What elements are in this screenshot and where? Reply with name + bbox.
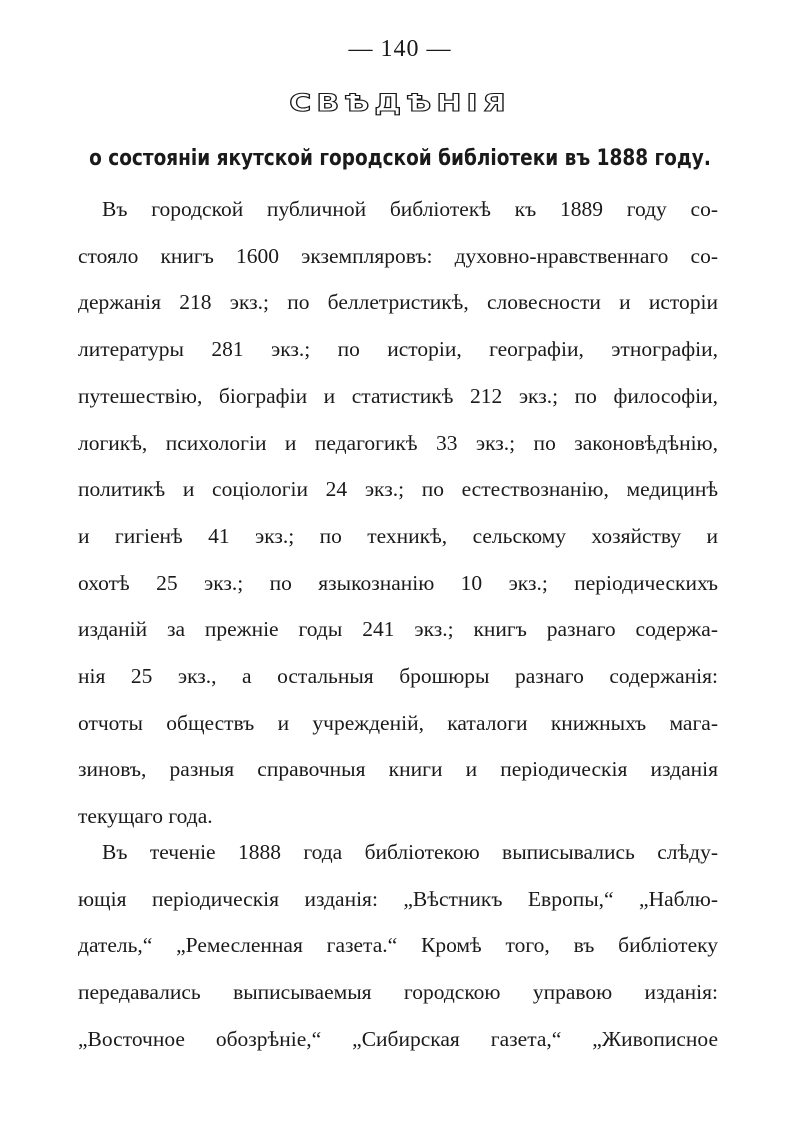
text-line: „Восточное обозрѣніе,“ „Сибирская газета,“ „Живописное	[78, 1026, 718, 1051]
text-line: передавались выписываемыя городскою управою изданія:	[78, 980, 718, 1005]
paragraph-book-holdings	[78, 186, 718, 840]
text-line: текущаго года.	[78, 804, 213, 829]
text-line: отчоты обществъ и учрежденій, каталоги книжныхъ мага-	[78, 710, 718, 735]
text-line: держанія 218 экз.; по беллетристикѣ, словесности и исторіи	[78, 290, 718, 315]
text-line: датель,“ „Ремесленная газета.“ Кромѣ того, въ библіотеку	[78, 933, 718, 958]
text-line: Въ теченіе 1888 года библіотекою выписывались слѣду-	[102, 840, 718, 864]
text-line: Въ городской публичной библіотекѣ къ 1889 году со-	[102, 197, 718, 221]
text-line: охотѣ 25 экз.; по языкознанію 10 экз.; періодическихъ	[78, 570, 718, 595]
text-line: логикѣ, психологіи и педагогикѣ 33 экз.; по законовѣдѣнію,	[78, 430, 718, 455]
text-line: нія 25 экз., а остальныя брошюры разнаго содержанія:	[78, 664, 718, 689]
page-title: СВѢДѢНІЯ	[289, 89, 511, 118]
text-line: ющія періодическія изданія: „Вѣстникъ Европы,“ „Наблю-	[78, 886, 718, 911]
text-line: изданій за прежніе годы 241 экз.; книгъ разнаго содержа-	[78, 617, 718, 642]
paragraph-periodicals	[78, 829, 718, 1063]
text-line: и гигіенѣ 41 экз.; по техникѣ, сельскому хозяйству и	[78, 523, 718, 548]
text-line: зиновъ, разныя справочныя книги и періодическія изданія	[78, 757, 718, 782]
page-number: — 140 —	[348, 36, 452, 62]
text-line: литературы 281 экз.; по исторіи, географіи, этнографіи,	[78, 337, 718, 362]
text-line: путешествію, біографіи и статистикѣ 212 экз.; по философіи,	[78, 383, 718, 408]
page-subtitle: о состояніи якутской городской библіотеки въ 1888 году.	[89, 146, 711, 171]
text-line: стояло книгъ 1600 экземпляровъ: духовно-нравственнаго со-	[78, 243, 718, 268]
text-line: политикѣ и соціологіи 24 экз.; по естествознанію, медицинѣ	[78, 477, 718, 502]
